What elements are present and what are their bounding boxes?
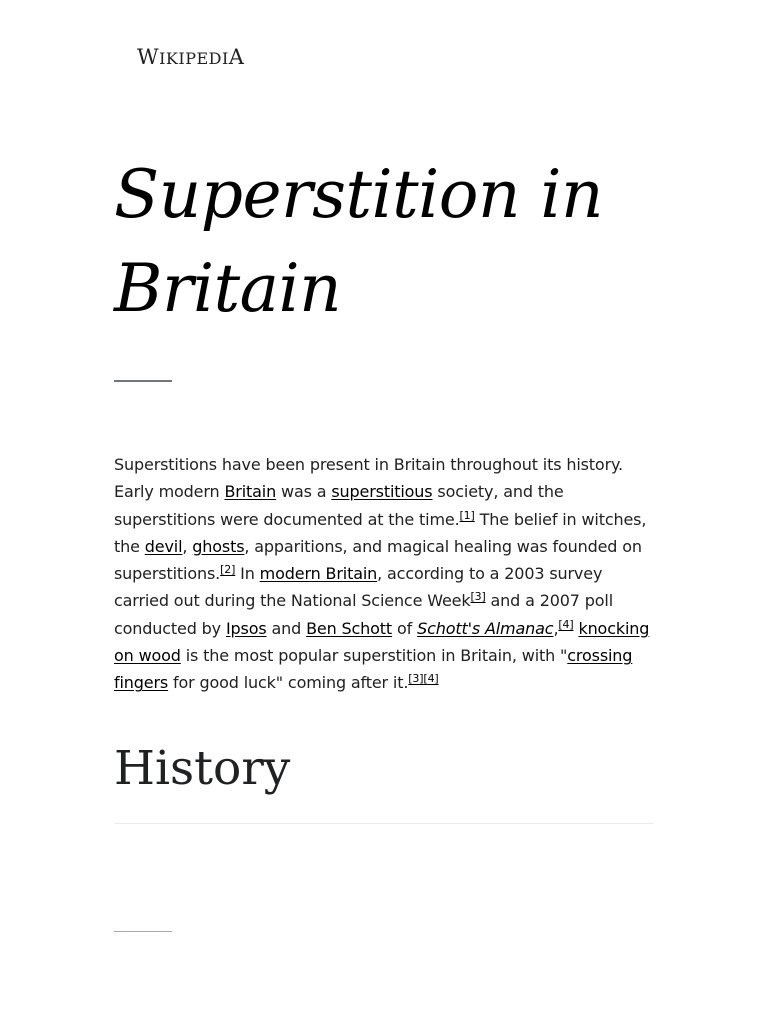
wikipedia-wordmark-link[interactable] bbox=[137, 44, 244, 72]
citation-6 bbox=[423, 672, 438, 685]
intro-text: and bbox=[266, 618, 307, 638]
link-modern-britain[interactable]: modern Britain bbox=[259, 564, 378, 584]
citation-link-5[interactable]: [3] bbox=[408, 672, 424, 686]
link-superstitious[interactable]: superstitious bbox=[331, 482, 433, 502]
intro-text: was a bbox=[276, 482, 332, 502]
intro-text: , bbox=[553, 618, 559, 638]
link-ghosts[interactable]: ghosts bbox=[192, 536, 245, 556]
citation-3 bbox=[470, 590, 485, 603]
intro-text: and a 2007 poll conducted by bbox=[114, 591, 613, 638]
wordmark-first: W bbox=[137, 45, 160, 69]
citation-link-4[interactable]: [4] bbox=[558, 617, 574, 631]
intro-text: In bbox=[235, 564, 260, 584]
link-britain[interactable]: Britain bbox=[224, 482, 277, 502]
intro-text: , according to a 2003 survey carried out during the National Science Week bbox=[114, 564, 603, 611]
citation-2 bbox=[220, 563, 235, 576]
link-ipsos[interactable]: Ipsos bbox=[225, 618, 267, 638]
citation-5 bbox=[408, 672, 423, 685]
intro-text: , apparitions, and magical healing was founded on superstitions. bbox=[114, 536, 642, 584]
intro-text: of bbox=[392, 618, 418, 638]
intro-text: Superstitions have been present in Britain throughout its history. Early modern bbox=[114, 455, 623, 502]
citation-1 bbox=[460, 509, 475, 522]
intro-text: for good luck" coming after it. bbox=[168, 673, 409, 693]
section-divider bbox=[114, 823, 654, 824]
intro-paragraph bbox=[114, 451, 654, 697]
link-knocking-on-wood[interactable]: knocking on wood bbox=[114, 618, 650, 666]
citation-link-3[interactable]: [3] bbox=[470, 590, 486, 604]
section-heading-history: History bbox=[114, 741, 291, 796]
intro-text: is the most popular superstition in Britain, with " bbox=[180, 646, 568, 666]
citation-link-6[interactable]: [4] bbox=[423, 672, 439, 686]
title-divider bbox=[114, 380, 172, 382]
section-content-divider bbox=[114, 931, 172, 932]
citation-4 bbox=[558, 618, 573, 631]
link-ben-schott[interactable]: Ben Schott bbox=[306, 618, 393, 638]
page-title: Superstition in Britain bbox=[114, 156, 604, 327]
link-devil[interactable]: devil bbox=[144, 536, 183, 556]
link-schotts-almanac[interactable]: Schott's Almanac bbox=[417, 618, 554, 638]
link-crossing-fingers[interactable]: crossing fingers bbox=[114, 646, 633, 693]
citation-link-1[interactable]: [1] bbox=[459, 508, 475, 522]
wordmark-middle: IKIPEDI bbox=[159, 49, 229, 68]
intro-text: , bbox=[182, 536, 193, 556]
intro-text: The belief in witches, the bbox=[114, 509, 647, 556]
citation-link-2[interactable]: [2] bbox=[220, 563, 236, 577]
intro-text: society, and the superstitions were documented at the time. bbox=[114, 482, 564, 529]
wordmark-last: A bbox=[228, 45, 245, 69]
